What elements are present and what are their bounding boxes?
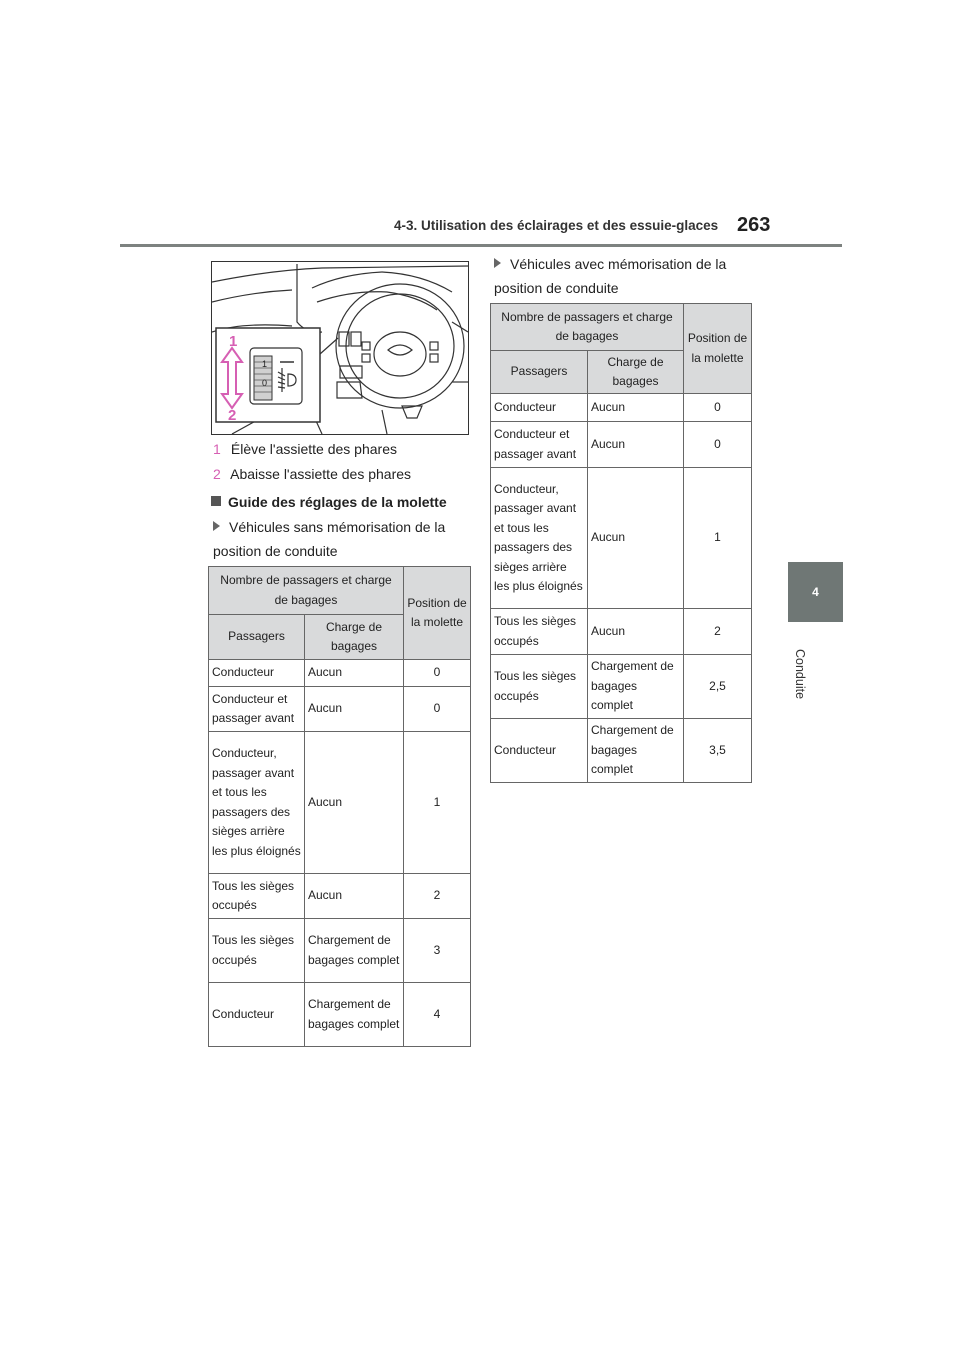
cell-position: 3: [404, 919, 471, 983]
cell-passagers: Conducteur et passager avant: [491, 422, 588, 468]
header-position: Position de la molette: [404, 567, 471, 660]
table-row: [209, 983, 471, 1047]
cell-charge: Aucun: [305, 660, 404, 687]
cell-passagers: Conducteur, passager avant et tous les passagers des sièges arrière les plus éloignés: [209, 732, 305, 874]
cell-position: 2: [684, 609, 752, 655]
item-number: 2: [213, 466, 221, 482]
header-charge: Charge de bagages: [588, 351, 684, 394]
chapter-label: Conduite: [793, 648, 807, 700]
cell-charge: Aucun: [588, 468, 684, 609]
figure-label-2: 2: [228, 407, 237, 424]
figure-label-1: 1: [229, 333, 238, 350]
cell-position: 1: [684, 468, 752, 609]
cell-charge: Chargement de bagages complet: [305, 983, 404, 1047]
cell-position: 2,5: [684, 655, 752, 719]
cell-position: 0: [404, 687, 471, 732]
cell-charge: Aucun: [588, 422, 684, 468]
cell-passagers: Tous les sièges occupés: [491, 655, 588, 719]
cell-charge: Aucun: [305, 732, 404, 874]
cell-passagers: Conducteur, passager avant et tous les passagers des sièges arrière les plus éloignés: [491, 468, 588, 609]
dial-mark-bottom: 0: [262, 378, 268, 388]
header-group: Nombre de passagers et charge de bagages: [209, 567, 404, 615]
header-divider: [120, 244, 842, 247]
table-row: [209, 687, 471, 732]
left-settings-table: [208, 566, 471, 1047]
header-position: Position de la molette: [684, 304, 752, 394]
headlight-leveling-illustration: [211, 261, 469, 435]
table-row: [491, 422, 752, 468]
table-row: [209, 874, 471, 919]
cell-position: 0: [684, 422, 752, 468]
table-row: [209, 660, 471, 687]
list-item: [213, 462, 411, 486]
cell-passagers: Conducteur: [209, 983, 305, 1047]
cell-passagers: Conducteur: [491, 719, 588, 783]
cell-position: 3,5: [684, 719, 752, 783]
triangle-bullet-icon: [213, 521, 220, 531]
table-row: [491, 655, 752, 719]
item-text: Abaisse l'assiette des phares: [230, 466, 412, 482]
header-passagers: Passagers: [491, 351, 588, 394]
cell-charge: Aucun: [588, 609, 684, 655]
cell-position: 4: [404, 983, 471, 1047]
item-number: 1: [213, 441, 221, 457]
cell-position: 1: [404, 732, 471, 874]
list-item: [213, 437, 397, 461]
table-row: [491, 719, 752, 783]
cell-position: 2: [404, 874, 471, 919]
header-group: Nombre de passagers et charge de bagages: [491, 304, 684, 351]
cell-charge: Aucun: [305, 874, 404, 919]
page-number: 263: [737, 214, 771, 236]
left-table-caption: Véhicules sans mémorisation de la position de conduite: [213, 519, 446, 559]
cell-charge: Aucun: [305, 687, 404, 732]
section-heading: Guide des réglages de la molette: [211, 490, 447, 514]
cell-charge: Aucun: [588, 394, 684, 422]
square-bullet-icon: [211, 496, 221, 506]
triangle-bullet-icon: [494, 258, 501, 268]
cell-charge: Chargement de bagages complet: [588, 719, 684, 783]
header-charge: Charge de bagages: [305, 615, 404, 660]
table-row: [491, 394, 752, 422]
cell-passagers: Tous les sièges occupés: [491, 609, 588, 655]
cell-passagers: Conducteur: [491, 394, 588, 422]
cell-passagers: Tous les sièges occupés: [209, 919, 305, 983]
chapter-number: 4: [812, 585, 819, 599]
table-row: [209, 919, 471, 983]
table-row: [491, 468, 752, 609]
section-title: 4-3. Utilisation des éclairages et des essuie-glaces: [394, 218, 719, 233]
cell-passagers: Tous les sièges occupés: [209, 874, 305, 919]
table-row: [209, 732, 471, 874]
cell-passagers: Conducteur et passager avant: [209, 687, 305, 732]
cell-position: 0: [404, 660, 471, 687]
dashboard-drawing: [212, 262, 468, 434]
cell-passagers: Conducteur: [209, 660, 305, 687]
cell-position: 0: [684, 394, 752, 422]
table-row: [491, 609, 752, 655]
chapter-tab: [788, 562, 843, 622]
item-text: Élève l'assiette des phares: [230, 441, 397, 457]
cell-charge: Chargement de bagages complet: [305, 919, 404, 983]
header-passagers: Passagers: [209, 615, 305, 660]
right-settings-table: [490, 303, 752, 783]
cell-charge: Chargement de bagages complet: [588, 655, 684, 719]
dial-mark-top: 1: [262, 359, 268, 369]
right-table-caption: Véhicules avec mémorisation de la position de conduite: [494, 256, 727, 296]
